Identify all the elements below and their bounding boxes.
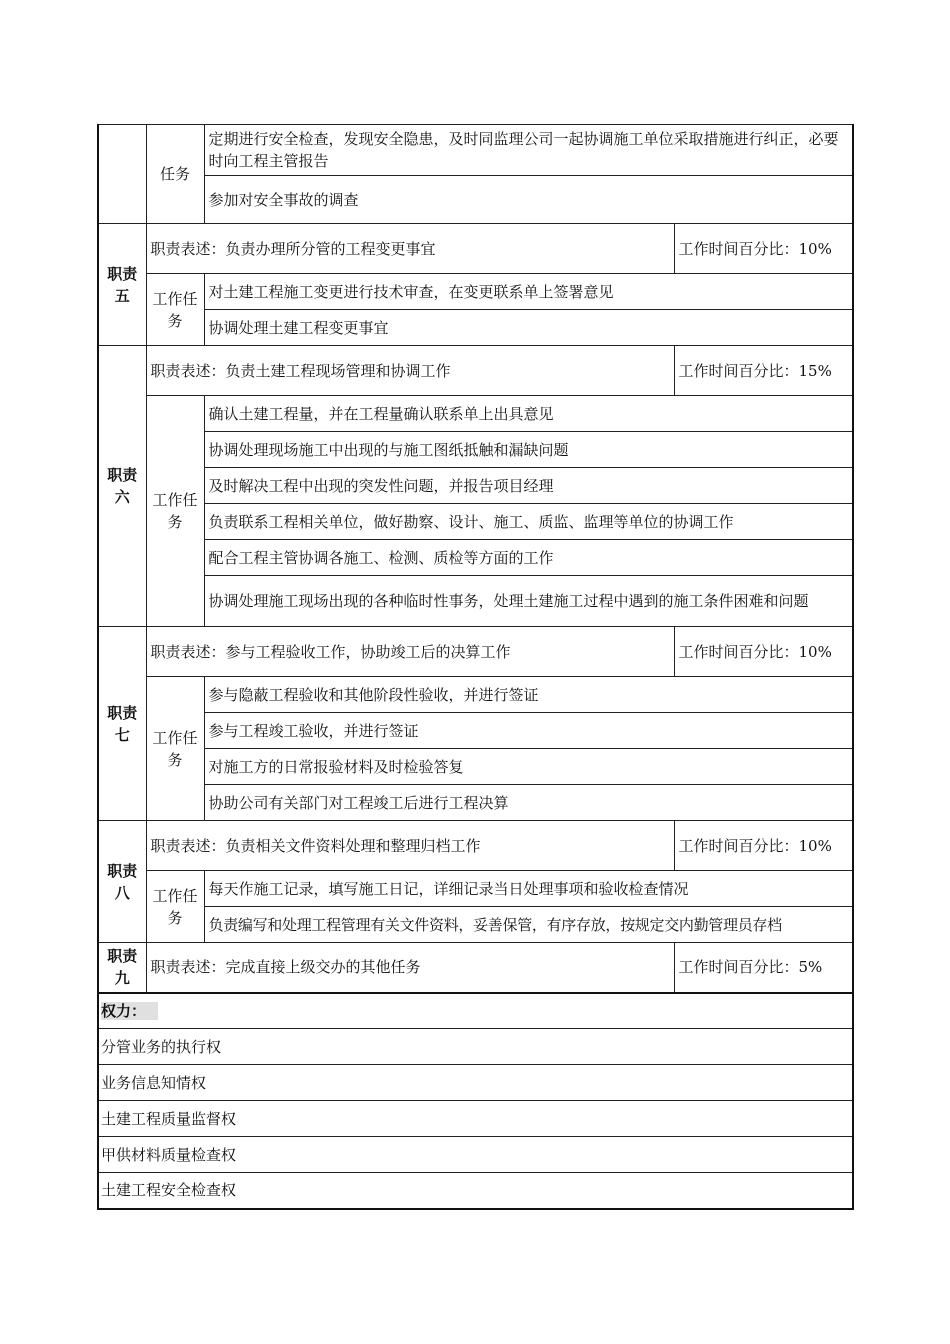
table-row	[98, 1065, 853, 1101]
time-percentage: 工作时间百分比：15%	[674, 346, 853, 396]
task-item: 参加对安全事故的调查	[204, 176, 853, 224]
duty-statement: 职责表述：负责土建工程现场管理和协调工作	[146, 346, 674, 396]
table-row	[98, 274, 853, 310]
table-row	[98, 176, 853, 224]
power-item: 土建工程安全检查权	[98, 1173, 853, 1209]
table-row	[98, 310, 853, 346]
task-label: 工作任务	[146, 396, 204, 627]
table-row	[98, 1137, 853, 1173]
table-row	[98, 871, 853, 907]
task-item: 对施工方的日常报验材料及时检验答复	[204, 749, 853, 785]
power-item: 甲供材料质量检查权	[98, 1137, 853, 1173]
time-percentage: 工作时间百分比：10%	[674, 224, 853, 274]
task-item: 协调处理施工现场出现的各种临时性事务，处理土建施工过程中遇到的施工条件困难和问题	[204, 576, 853, 627]
table-row	[98, 504, 853, 540]
table-row	[98, 432, 853, 468]
table-row	[98, 749, 853, 785]
time-percentage: 工作时间百分比：5%	[674, 943, 853, 993]
task-item: 定期进行安全检查，发现安全隐患，及时同监理公司一起协调施工单位采取措施进行纠正，必要时向工程主管报告	[204, 125, 853, 176]
table-row	[98, 346, 853, 396]
table-row	[98, 993, 853, 1029]
power-item: 土建工程质量监督权	[98, 1101, 853, 1137]
job-description-table	[97, 124, 854, 1210]
task-item: 协助公司有关部门对工程竣工后进行工程决算	[204, 785, 853, 821]
task-item: 参与工程竣工验收，并进行签证	[204, 713, 853, 749]
table-row	[98, 713, 853, 749]
task-label: 工作任务	[146, 871, 204, 943]
table-row	[98, 1029, 853, 1065]
time-percentage: 工作时间百分比：10%	[674, 627, 853, 677]
table-row	[98, 125, 853, 176]
time-percentage: 工作时间百分比：10%	[674, 821, 853, 871]
duty-label: 职责九	[98, 943, 146, 993]
table-row	[98, 468, 853, 504]
table-row	[98, 821, 853, 871]
duty-statement: 职责表述：完成直接上级交办的其他任务	[146, 943, 674, 993]
table-row	[98, 627, 853, 677]
power-item: 业务信息知情权	[98, 1065, 853, 1101]
task-item: 协调处理土建工程变更事宜	[204, 310, 853, 346]
table-row	[98, 943, 853, 993]
table-row	[98, 1101, 853, 1137]
duty-label-cell	[98, 125, 146, 224]
duty-statement: 职责表述：参与工程验收工作，协助竣工后的决算工作	[146, 627, 674, 677]
task-item: 负责联系工程相关单位，做好勘察、设计、施工、质监、监理等单位的协调工作	[204, 504, 853, 540]
duty-statement: 职责表述：负责相关文件资料处理和整理归档工作	[146, 821, 674, 871]
task-item: 及时解决工程中出现的突发性问题，并报告项目经理	[204, 468, 853, 504]
table-row	[98, 1173, 853, 1209]
table-row	[98, 224, 853, 274]
duty-label: 职责七	[98, 627, 146, 821]
task-label: 任务	[146, 125, 204, 224]
duty-label: 职责六	[98, 346, 146, 627]
task-item: 参与隐蔽工程验收和其他阶段性验收，并进行签证	[204, 677, 853, 713]
task-label: 工作任务	[146, 274, 204, 346]
task-item: 每天作施工记录，填写施工日记，详细记录当日处理事项和验收检查情况	[204, 871, 853, 907]
task-item: 确认土建工程量，并在工程量确认联系单上出具意见	[204, 396, 853, 432]
task-label: 工作任务	[146, 677, 204, 821]
task-item: 负责编写和处理工程管理有关文件资料，妥善保管，有序存放，按规定交内勤管理员存档	[204, 907, 853, 943]
table-row	[98, 907, 853, 943]
task-item: 协调处理现场施工中出现的与施工图纸抵触和漏缺问题	[204, 432, 853, 468]
powers-heading-cell	[98, 993, 853, 1029]
table-row	[98, 677, 853, 713]
table-row	[98, 576, 853, 627]
duty-label: 职责五	[98, 224, 146, 346]
task-item: 对土建工程施工变更进行技术审查，在变更联系单上签署意见	[204, 274, 853, 310]
duty-label: 职责八	[98, 821, 146, 943]
task-item: 配合工程主管协调各施工、检测、质检等方面的工作	[204, 540, 853, 576]
table-row	[98, 785, 853, 821]
powers-heading: 权力：	[101, 1002, 158, 1020]
table-row	[98, 396, 853, 432]
duty-statement: 职责表述：负责办理所分管的工程变更事宜	[146, 224, 674, 274]
power-item: 分管业务的执行权	[98, 1029, 853, 1065]
table-row	[98, 540, 853, 576]
